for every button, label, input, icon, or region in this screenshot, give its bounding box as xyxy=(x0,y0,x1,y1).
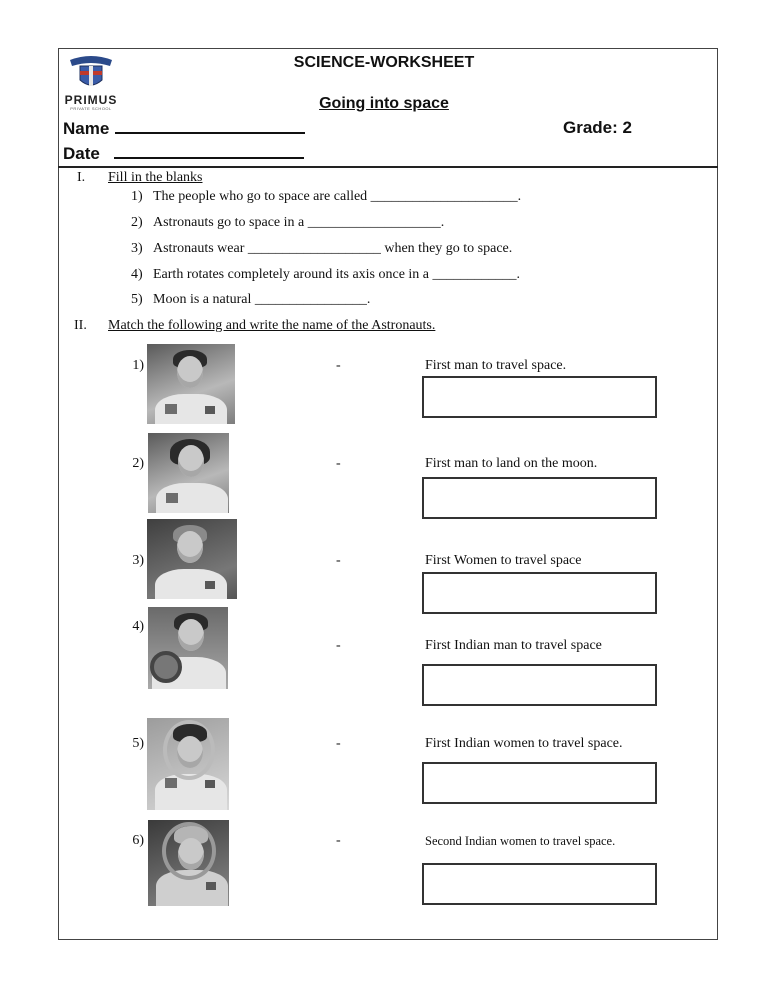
logo-tagline: PRIVATE SCHOOL xyxy=(70,106,112,111)
match-number: 1) xyxy=(132,358,144,373)
question-number: 4) xyxy=(131,267,143,282)
worksheet-subtitle: Going into space xyxy=(319,95,449,112)
match-dash: - xyxy=(336,736,341,751)
match-description: First Women to travel space xyxy=(425,553,582,568)
match-number: 4) xyxy=(132,619,144,634)
date-field[interactable] xyxy=(63,143,304,164)
question-text: The people who go to space are called _____________________. xyxy=(153,189,522,204)
answer-box-4[interactable] xyxy=(422,664,657,706)
question-number: 3) xyxy=(131,241,143,256)
match-description: First Indian man to travel space xyxy=(425,638,602,653)
astronaut-photo-3 xyxy=(147,519,237,599)
match-description: First Indian women to travel space. xyxy=(425,736,623,751)
name-field[interactable] xyxy=(63,118,305,139)
question-number: 1) xyxy=(131,189,143,204)
answer-box-6[interactable] xyxy=(422,863,657,905)
grade-label: Grade: 2 xyxy=(563,118,632,137)
question-2[interactable] xyxy=(131,215,444,231)
match-description: First man to travel space. xyxy=(425,358,567,373)
question-text: Earth rotates completely around its axis once in a ____________. xyxy=(153,267,521,282)
question-3[interactable] xyxy=(131,241,512,257)
question-4[interactable] xyxy=(131,267,520,283)
question-text: Astronauts wear ___________________ when they go to space. xyxy=(153,241,513,256)
astronaut-photo-6 xyxy=(148,820,229,906)
logo-wordmark: PRIMUS xyxy=(64,93,118,107)
match-number: 6) xyxy=(132,833,144,848)
match-number: 5) xyxy=(132,736,144,751)
question-number: 2) xyxy=(131,215,143,230)
answer-box-1[interactable] xyxy=(422,376,657,418)
date-blank[interactable] xyxy=(114,143,304,159)
section-1-number: I. xyxy=(77,170,86,185)
match-dash: - xyxy=(336,456,341,471)
match-number: 2) xyxy=(132,456,144,471)
match-dash: - xyxy=(336,833,341,848)
astronaut-photo-4 xyxy=(148,607,228,689)
name-label: Name xyxy=(63,119,110,138)
match-dash: - xyxy=(336,358,341,373)
astronaut-photo-2 xyxy=(148,433,229,513)
match-description: First man to land on the moon. xyxy=(425,456,598,471)
worksheet-title: SCIENCE-WORKSHEET xyxy=(293,54,475,71)
question-text: Moon is a natural ________________. xyxy=(153,292,371,307)
section-1-title: Fill in the blanks xyxy=(108,170,203,185)
answer-box-2[interactable] xyxy=(422,477,657,519)
question-5[interactable] xyxy=(131,292,370,308)
match-number: 3) xyxy=(132,553,144,568)
astronaut-photo-5 xyxy=(147,718,229,810)
answer-box-5[interactable] xyxy=(422,762,657,804)
date-label: Date xyxy=(63,144,100,163)
question-text: Astronauts go to space in a ___________________. xyxy=(153,215,445,230)
section-2-number: II. xyxy=(74,318,87,333)
match-dash: - xyxy=(336,638,341,653)
astronaut-photo-1 xyxy=(147,344,235,424)
match-description: Second Indian women to travel space. xyxy=(425,834,616,848)
match-dash: - xyxy=(336,553,341,568)
question-number: 5) xyxy=(131,292,143,307)
header-divider xyxy=(58,166,718,168)
question-1[interactable] xyxy=(131,189,521,205)
section-2-title: Match the following and write the name of the Astronauts. xyxy=(108,318,436,333)
name-blank[interactable] xyxy=(115,118,305,134)
answer-box-3[interactable] xyxy=(422,572,657,614)
